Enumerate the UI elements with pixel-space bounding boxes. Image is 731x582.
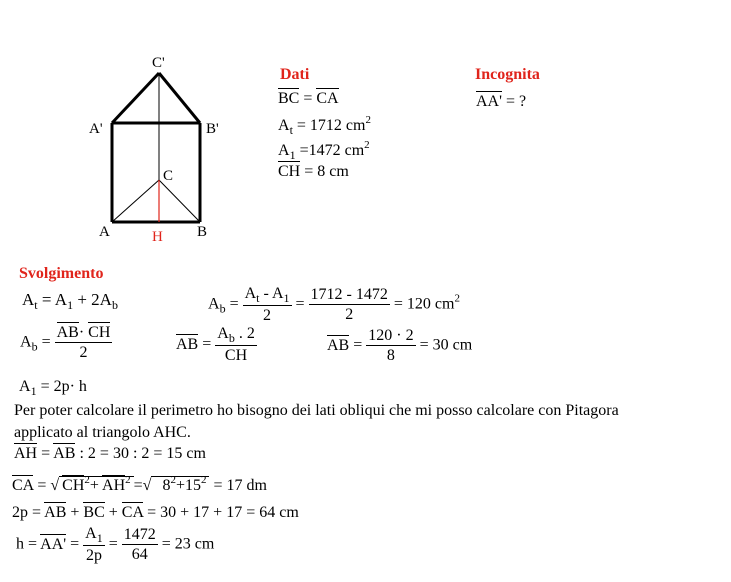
dati-line-1: BC = CA — [278, 90, 339, 107]
dati-line-2: $A_t = 1712$ $cm^2$ — [278, 114, 371, 137]
formula-ab-side: AB = $\frac{A_b . 2}{CH}$ — [176, 325, 255, 364]
formula-a1: $A_1 = 2p\cdot h$ — [19, 378, 87, 398]
label-c-prime: C' — [152, 55, 165, 71]
formula-ab-from-at: $A_b$ = $\frac{A_t - A_1}{2}$ = $\frac{1712 - 1472}{2}$ = 120 $cm^2$ — [208, 285, 460, 324]
label-c: C — [163, 168, 174, 184]
label-a-prime: A' — [89, 121, 103, 137]
formula-ab-result: AB = $\frac{120 \cdot 2}{8}$ = 30 cm — [327, 327, 473, 364]
dati-title: Dati — [280, 66, 310, 83]
prism-figure — [0, 0, 260, 250]
incognita-line: AA' = ? — [476, 93, 527, 110]
sqrt-symbol: √ — [50, 477, 60, 494]
formula-ah: AH = AB : 2 = 30 : 2 = 15 cm — [14, 445, 206, 462]
formula-height: h = AA' = $\frac{A_1}{2p}$ = $\frac{1472}{64}$ = 23 cm — [16, 525, 215, 564]
label-a: A — [99, 224, 110, 240]
explanation-line-2: applicato al triangolo AHC. — [14, 424, 191, 441]
sqrt-symbol-2: √ — [142, 477, 152, 494]
explanation-line-1: Per poter calcolare il perimetro ho bisogno dei lati obliqui che mi posso calcolare con Pitagora — [14, 402, 619, 419]
formula-at: $A_t = A_1 + 2A_b$ — [22, 290, 118, 312]
incognita-title: Incognita — [475, 66, 540, 83]
formula-ca-pythagoras: CA = √ $CH^2+ AH^2$ =√ $8^2+15^2 = 17$ dm — [12, 474, 267, 494]
edge-top-left-roof — [112, 73, 159, 123]
formula-ab-area: $A_b$ = $\frac{AB\cdot CH}{2}$ — [20, 324, 111, 361]
label-h: H — [152, 229, 163, 245]
base-edge-bc — [159, 180, 200, 222]
dati-line-4: CH = 8 cm — [278, 163, 349, 180]
label-b-prime: B' — [206, 121, 219, 137]
svolgimento-title: Svolgimento — [19, 265, 104, 282]
formula-perimeter: 2p = AB + BC + CA = 30 + 17 + 17 = 64 cm — [12, 504, 299, 521]
edge-top-right-roof — [159, 73, 200, 123]
base-edge-ac — [112, 180, 159, 222]
label-b: B — [197, 224, 208, 240]
dati-line-3: $A_1 =1472$ $cm^2$ — [278, 139, 370, 162]
